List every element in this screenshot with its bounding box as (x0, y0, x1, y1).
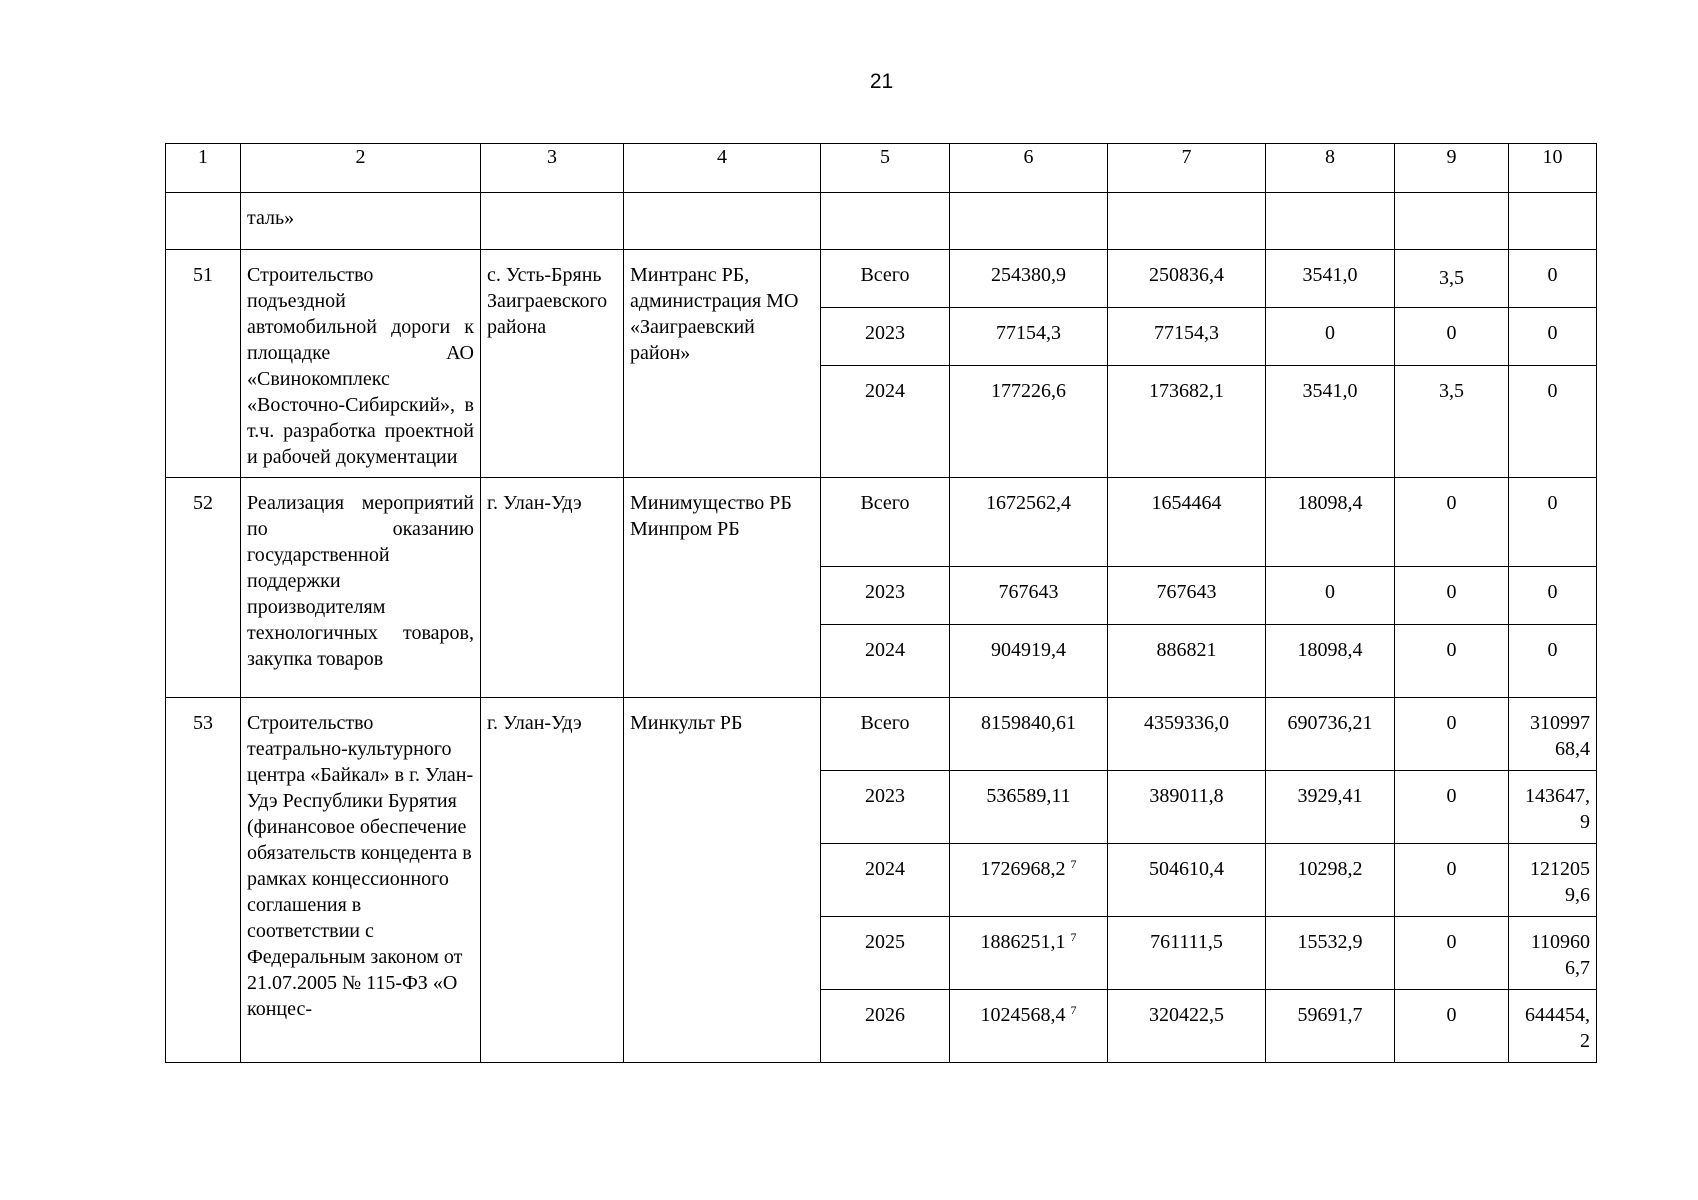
column-number: 9 (1395, 144, 1509, 193)
value-col10: 0 (1509, 250, 1597, 308)
value-col8: 10298,2 (1266, 844, 1395, 917)
value-col7: 761111,5 (1108, 917, 1266, 990)
period: Всего (821, 250, 950, 308)
value-col10: 0 (1509, 625, 1597, 698)
column-number-row (166, 144, 1597, 193)
total-value: 536589,11 (950, 771, 1108, 844)
value-col8: 3541,0 (1266, 250, 1395, 308)
value-col9: 0 (1395, 567, 1509, 625)
project-name: Строительство подъездной автомобильной дороги к площадке АО «Свинокомплекс «Восточно-Сибирский», в т.ч. разработка проектной и рабочей документации (241, 250, 481, 478)
value-text: 1024568,4 (980, 1004, 1066, 1026)
continuation-text: таль» (241, 193, 481, 250)
value-col10: 644454, 2 (1509, 990, 1597, 1063)
value-col7: 250836,4 (1108, 250, 1266, 308)
total-value (950, 844, 1108, 917)
column-number: 6 (950, 144, 1108, 193)
period: Всего (821, 478, 950, 567)
location: г. Улан-Удэ (481, 478, 624, 698)
project-name: Строительство театрально-культурного центра «Байкал» в г. Улан-Удэ Республики Бурятия (финансовое обеспечение обязательств концедента в рамках концессионного соглашения в соответствии с Федеральным законом от 21.07.2005 № 115-ФЗ «О концес- (241, 698, 481, 1063)
table-row (166, 478, 1597, 567)
value-col9: 0 (1395, 625, 1509, 698)
location: с. Усть-Брянь Заиграевского района (481, 250, 624, 478)
column-number: 4 (624, 144, 821, 193)
value-col7: 173682,1 (1108, 366, 1266, 478)
value-col10: 310997 68,4 (1509, 698, 1597, 771)
value-col7: 504610,4 (1108, 844, 1266, 917)
value-col9: 0 (1395, 771, 1509, 844)
value-col8: 59691,7 (1266, 990, 1395, 1063)
value-col8: 0 (1266, 567, 1395, 625)
period: 2024 (821, 844, 950, 917)
total-value (950, 917, 1108, 990)
period: Всего (821, 698, 950, 771)
value-col7: 77154,3 (1108, 308, 1266, 366)
column-number: 2 (241, 144, 481, 193)
footnote-mark: 7 (1070, 930, 1077, 944)
value-col8: 15532,9 (1266, 917, 1395, 990)
value-col7: 767643 (1108, 567, 1266, 625)
value-text: 1726968,2 (980, 858, 1066, 880)
footnote-mark: 7 (1070, 857, 1077, 871)
page-number: 21 (869, 70, 894, 93)
value-col9: 0 (1395, 917, 1509, 990)
value-col8: 690736,21 (1266, 698, 1395, 771)
total-value: 904919,4 (950, 625, 1108, 698)
value-col8: 18098,4 (1266, 625, 1395, 698)
total-value: 77154,3 (950, 308, 1108, 366)
responsible-org: Минимущество РБ Минпром РБ (624, 478, 821, 698)
period: 2023 (821, 567, 950, 625)
total-value: 177226,6 (950, 366, 1108, 478)
continuation-row (166, 193, 1597, 250)
row-number: 53 (166, 698, 241, 1063)
value-text: 1886251,1 (980, 931, 1066, 953)
location: г. Улан-Удэ (481, 698, 624, 1063)
value-col7: 886821 (1108, 625, 1266, 698)
value-col7: 320422,5 (1108, 990, 1266, 1063)
value-col9: 0 (1395, 990, 1509, 1063)
value-col8: 3929,41 (1266, 771, 1395, 844)
value-col8: 18098,4 (1266, 478, 1395, 567)
value-col9: 0 (1395, 478, 1509, 567)
column-number: 3 (481, 144, 624, 193)
period: 2025 (821, 917, 950, 990)
value-col9: 0 (1395, 698, 1509, 771)
column-number: 10 (1509, 144, 1597, 193)
total-value (950, 990, 1108, 1063)
column-number: 5 (821, 144, 950, 193)
footnote-mark: 7 (1070, 1003, 1077, 1017)
period: 2024 (821, 366, 950, 478)
value-col10: 143647, 9 (1509, 771, 1597, 844)
value-col7: 1654464 (1108, 478, 1266, 567)
period: 2023 (821, 771, 950, 844)
value-col9: 3,5 (1395, 366, 1509, 478)
responsible-org: Минтранс РБ, администрация МО «Заиграевский район» (624, 250, 821, 478)
column-number: 7 (1108, 144, 1266, 193)
row-number: 51 (166, 250, 241, 478)
value-col10: 110960 6,7 (1509, 917, 1597, 990)
period: 2023 (821, 308, 950, 366)
value-col9: 3,5 (1395, 250, 1509, 308)
value-col10: 0 (1509, 567, 1597, 625)
total-value: 254380,9 (950, 250, 1108, 308)
value-col8: 0 (1266, 308, 1395, 366)
period: 2026 (821, 990, 950, 1063)
budget-table (165, 143, 1597, 1063)
value-col10: 121205 9,6 (1509, 844, 1597, 917)
total-value: 767643 (950, 567, 1108, 625)
value-col7: 389011,8 (1108, 771, 1266, 844)
value-col9: 0 (1395, 308, 1509, 366)
table-row (166, 698, 1597, 771)
row-number: 52 (166, 478, 241, 698)
column-number: 8 (1266, 144, 1395, 193)
column-number: 1 (166, 144, 241, 193)
total-value: 8159840,61 (950, 698, 1108, 771)
table-row (166, 250, 1597, 308)
responsible-org: Минкульт РБ (624, 698, 821, 1063)
total-value: 1672562,4 (950, 478, 1108, 567)
project-name: Реализация мероприятий по оказанию государственной поддержки производителям технологичных товаров, закупка товаров (241, 478, 481, 698)
value-col7: 4359336,0 (1108, 698, 1266, 771)
value-col9: 0 (1395, 844, 1509, 917)
value-col10: 0 (1509, 478, 1597, 567)
period: 2024 (821, 625, 950, 698)
value-col10: 0 (1509, 366, 1597, 478)
value-col10: 0 (1509, 308, 1597, 366)
value-col8: 3541,0 (1266, 366, 1395, 478)
